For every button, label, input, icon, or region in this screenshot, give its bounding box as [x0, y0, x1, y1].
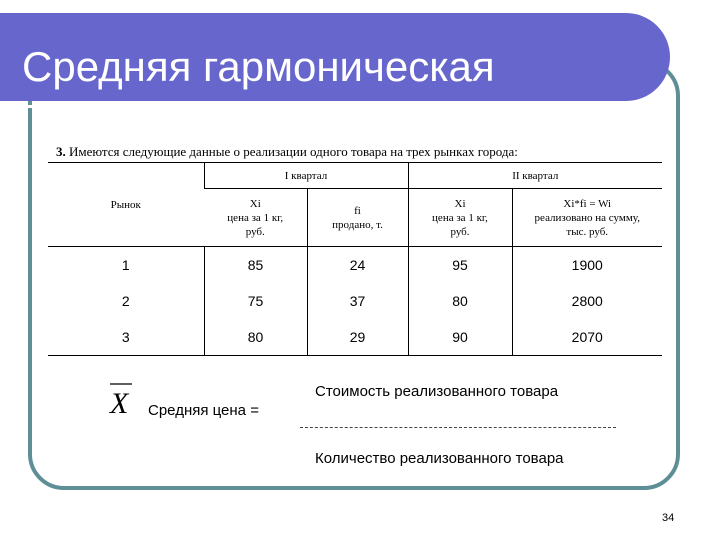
problem-text: Имеются следующие данные о реализации одного товара на трех рынках города:: [69, 144, 518, 159]
table-header-row: [48, 163, 662, 189]
problem-number: 3.: [56, 144, 66, 159]
q2-price-header: Xi цена за 1 кг, руб.: [408, 189, 512, 247]
average-price-label: Средняя цена =: [148, 402, 259, 419]
x-bar-symbol: [108, 381, 134, 419]
q2-sum-header: Xi*fi = Wi реализовано на сумму, тыс. руб.: [512, 189, 662, 247]
page-number: 34: [662, 512, 675, 524]
formula-denominator: Количество реализованного товара: [315, 450, 564, 467]
table-row: 2 75 37 80 2800: [48, 283, 662, 319]
market-header: Рынок: [48, 163, 204, 247]
slide-title: Средняя гармоническая: [22, 43, 495, 90]
data-table: [48, 162, 662, 356]
quarter1-header: I квартал: [204, 163, 408, 189]
formula-numerator: Стоимость реализованного товара: [315, 383, 559, 400]
fraction-divider: [300, 427, 616, 428]
q1-price-header: Xi цена за 1 кг, руб.: [204, 189, 307, 247]
title-underline: [0, 105, 638, 108]
title-bar: [0, 13, 670, 101]
problem-statement: [56, 144, 518, 160]
q1-sold-header: fi продано, т.: [307, 189, 408, 247]
table-row: 1 85 24 95 1900: [48, 247, 662, 284]
table-row: 3 80 29 90 2070: [48, 319, 662, 356]
x-symbol-letter: X: [110, 387, 129, 419]
quarter2-header: II квартал: [408, 163, 662, 189]
